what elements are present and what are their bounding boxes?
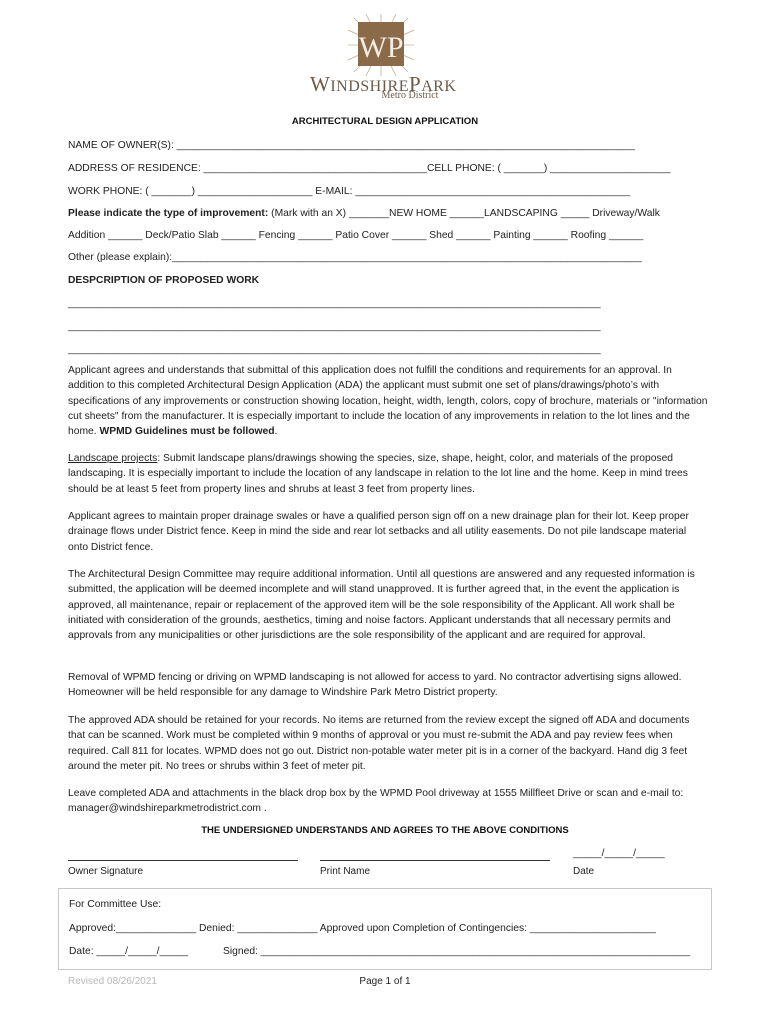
guidelines-bold-text: WPMD Guidelines must be followed	[99, 426, 275, 438]
owner-name-field[interactable]: NAME OF OWNER(S): ________________________________________________________________________________	[68, 140, 635, 151]
improvement-type-options-2[interactable]: Addition ______ Deck/Patio Slab ______ Fencing ______ Patio Cover ______ Shed ______ Painting ______ Roofing ______	[68, 230, 644, 241]
approval-status-field[interactable]: Approved:______________ Denied: ______________ Approved upon Completion of Contingencies: ______________________	[69, 923, 656, 934]
committee-use-box	[58, 888, 712, 970]
committee-signed-field[interactable]: Signed: ___________________________________________________________________________	[223, 946, 691, 957]
description-heading: DESPCRIPTION OF PROPOSED WORK	[68, 275, 260, 286]
description-line-1[interactable]: _____________________________________________________________________________________________	[68, 298, 601, 309]
page-number: Page 1 of 1	[359, 976, 411, 987]
paragraph-agreement: Applicant agrees and understands that submittal of this application does not fulfill the conditions and requirements for an approval. In addition to this completed Architectural Design Application (ADA) the applicant must submit one set of plans/drawings/photo’s with specifications of any improvements or construction showing location, height, width, length, colors, copy of brochure, materials or "information cut sheets" from the manufacturer. It is especially important to include the location of any improvements in relation to the lot lines and the home. WPMD Guidelines must be followed.	[68, 365, 708, 438]
paragraph-committee-info: The Architectural Design Committee may require additional information. Until all questions are answered and any requested information is submitted, the application will be deemed incomplete and will stand unapproved. It is further agreed that, in the event the application is approved, all maintenance, repair or replacement of the approved item will be the sole responsibility of the Applicant. All work shall be initiated with consideration of the grounds, aesthetics, timing and noise factors. Applicant understands that all necessary permits and approvals from any municipalities or other jurisdictions are the sole responsibility of the applicant and are required for approval.	[68, 569, 695, 642]
owner-signature-label: Owner Signature	[68, 866, 144, 877]
wp-monogram-icon	[348, 14, 414, 76]
logo-subtitle: Metro District	[381, 90, 439, 101]
print-name-label: Print Name	[320, 866, 371, 877]
logo-mark-text: WP	[358, 31, 404, 64]
committee-heading: For Committee Use:	[69, 899, 162, 910]
print-name-line[interactable]	[320, 860, 550, 861]
revised-date: Revised 08/26/2021	[68, 976, 157, 987]
other-explain-field[interactable]: Other (please explain):__________________________________________________________________________________	[68, 252, 642, 263]
improvement-type-label: Please indicate the type of improvement:	[68, 208, 269, 219]
description-line-3[interactable]: _____________________________________________________________________________________________	[68, 344, 601, 355]
landscape-projects-label: Landscape projects	[68, 453, 158, 464]
signature-heading: THE UNDERSIGNED UNDERSTANDS AND AGREES TO THE ABOVE CONDITIONS	[201, 825, 569, 836]
paragraph-drop-box: Leave completed ADA and attachments in the black drop box by the WPMD Pool driveway at 1555 Millfleet Drive or scan and e-mail to: manager@windshireparkmetrodistrict.com .	[68, 788, 684, 815]
address-cell-phone-field[interactable]: ADDRESS OF RESIDENCE: _______________________________________CELL PHONE: ( _______) _____________________	[68, 163, 671, 174]
form-title: ARCHITECTURAL DESIGN APPLICATION	[291, 116, 479, 127]
paragraph-fencing: Removal of WPMD fencing or driving on WPMD landscaping is not allowed for access to yard. No contractor advertising signs allowed. Homeowner will be held responsible for any damage to Windshire Park Metro District property.	[68, 672, 682, 699]
work-phone-email-field[interactable]: WORK PHONE: ( _______) ____________________ E-MAIL: ________________________________________________	[68, 186, 631, 197]
improvement-type-line[interactable]	[68, 208, 660, 219]
description-line-2[interactable]: _____________________________________________________________________________________________	[68, 321, 601, 332]
paragraph-records: The approved ADA should be retained for your records. No items are returned from the review except the signed off ADA and documents that can be scanned. Work must be completed within 9 months of approval or you must re-submit the ADA and pay review fees when required. Call 811 for locates. WPMD does not go out. District non-potable water meter pit is in a corner of the backyard. Hand dig 3 feet around the meter pit. No trees or shrubs within 3 feet of meter pit.	[68, 715, 690, 772]
paragraph-landscape: Landscape projects: Submit landscape plans/drawings showing the species, size, shape, height, color, and materials of the proposed landscaping. It is especially important to include the location of any landscape in relation to the lot line and the home. Keep in mind trees should be at least 5 feet from property lines and shrubs at least 3 feet from property lines.	[68, 453, 688, 495]
date-field[interactable]: _____/_____/_____	[573, 848, 665, 859]
owner-signature-line[interactable]	[68, 860, 298, 861]
date-label: Date	[573, 866, 595, 877]
paragraph-drainage: Applicant agrees to maintain proper drainage swales or have a qualified person sign off on a new drainage plan for their lot. Keep proper drainage flows under District fence. Keep in mind the side and rear lot setbacks and all utility easements. Do not pile landscape material onto District fence.	[68, 511, 689, 553]
improvement-type-options[interactable]: (Mark with an X) _______NEW HOME ______LANDSCAPING _____ Driveway/Walk	[268, 208, 660, 219]
windshire-park-logo	[300, 6, 470, 104]
committee-date-field[interactable]: Date: _____/_____/_____	[69, 946, 189, 957]
logo-name: WINDSHIREPARK	[310, 72, 457, 96]
